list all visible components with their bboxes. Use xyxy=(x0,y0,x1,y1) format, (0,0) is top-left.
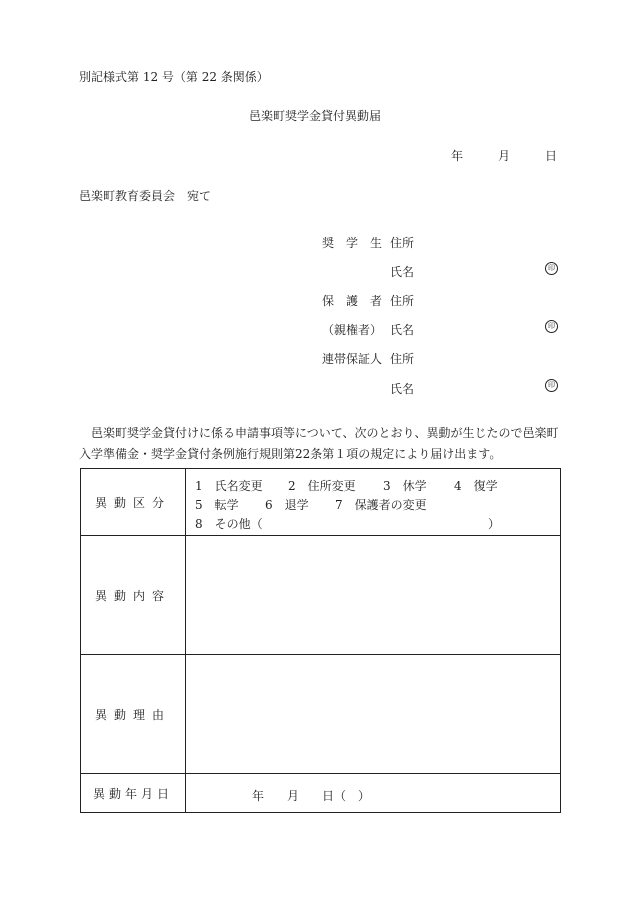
change-day-label: 日（ ） xyxy=(322,789,371,803)
student-label: 奨 学 生 xyxy=(321,236,382,250)
name-label: 氏名 xyxy=(390,265,415,279)
category-options-cell[interactable] xyxy=(186,469,561,536)
date-year-label: 年 xyxy=(451,149,464,163)
change-year-label: 年 xyxy=(252,789,265,803)
student-address-row xyxy=(300,234,560,248)
option-other-close: ） xyxy=(488,517,501,531)
body-paragraph: 邑楽町奨学金貸付けに係る申請事項等について、次のとおり、異動が生じたので邑楽町入学準備金・奨学金貸付条例施行規則第22条第１項の規定により届け出ます。 xyxy=(79,426,559,461)
address-label: 住所 xyxy=(390,236,415,250)
options-line-2 xyxy=(195,496,560,515)
guarantor-label: 連帯保証人 xyxy=(321,352,382,366)
options-line-3 xyxy=(195,515,560,534)
date-month-label: 月 xyxy=(498,149,511,163)
seal-mark: 印 xyxy=(545,379,558,392)
date-day-label: 日 xyxy=(545,149,558,163)
option-other[interactable]: 8 その他（ xyxy=(195,517,263,531)
reason-label: 異動理由 xyxy=(81,655,186,774)
name-label: 氏名 xyxy=(390,382,415,396)
date-row xyxy=(81,774,561,813)
seal-mark: 印 xyxy=(545,262,558,275)
date-label: 異動年月日 xyxy=(81,774,186,813)
document-title: 邑楽町奨学金貸付異動届 xyxy=(248,109,381,123)
address-label: 住所 xyxy=(390,352,415,366)
option-name-change[interactable]: 1 氏名変更 xyxy=(195,479,263,493)
category-label: 異動区分 xyxy=(81,469,186,536)
content-input-cell[interactable] xyxy=(186,536,561,655)
guarantor-name-row xyxy=(300,380,560,394)
guardian-address-row xyxy=(300,292,560,306)
guardian-name-row xyxy=(300,321,560,335)
option-return[interactable]: 4 復学 xyxy=(454,479,498,493)
date-input-cell[interactable] xyxy=(186,774,561,813)
guardian-label: 保 護 者 xyxy=(321,294,382,308)
content-row xyxy=(81,536,561,655)
content-label: 異動内容 xyxy=(81,536,186,655)
option-leave[interactable]: 3 休学 xyxy=(383,479,427,493)
student-name-row xyxy=(300,263,560,277)
guardian-sub-label: （親権者） xyxy=(321,323,382,337)
option-guardian-change[interactable]: 7 保護者の変更 xyxy=(335,498,427,512)
form-number: 別記様式第 12 号（第 22 条関係） xyxy=(79,70,269,84)
change-month-label: 月 xyxy=(287,789,300,803)
options-line-1 xyxy=(195,477,560,496)
name-label: 氏名 xyxy=(390,323,415,337)
address-label: 住所 xyxy=(390,294,415,308)
option-transfer[interactable]: 5 転学 xyxy=(195,498,239,512)
option-address-change[interactable]: 2 住所変更 xyxy=(288,479,356,493)
option-withdraw[interactable]: 6 退学 xyxy=(265,498,309,512)
reason-row xyxy=(81,655,561,774)
guarantor-address-row xyxy=(300,350,560,364)
reason-input-cell[interactable] xyxy=(186,655,561,774)
addressee: 邑楽町教育委員会 宛て xyxy=(79,189,212,203)
category-row xyxy=(81,469,561,536)
seal-mark: 印 xyxy=(545,320,558,333)
change-details-table xyxy=(80,468,561,813)
